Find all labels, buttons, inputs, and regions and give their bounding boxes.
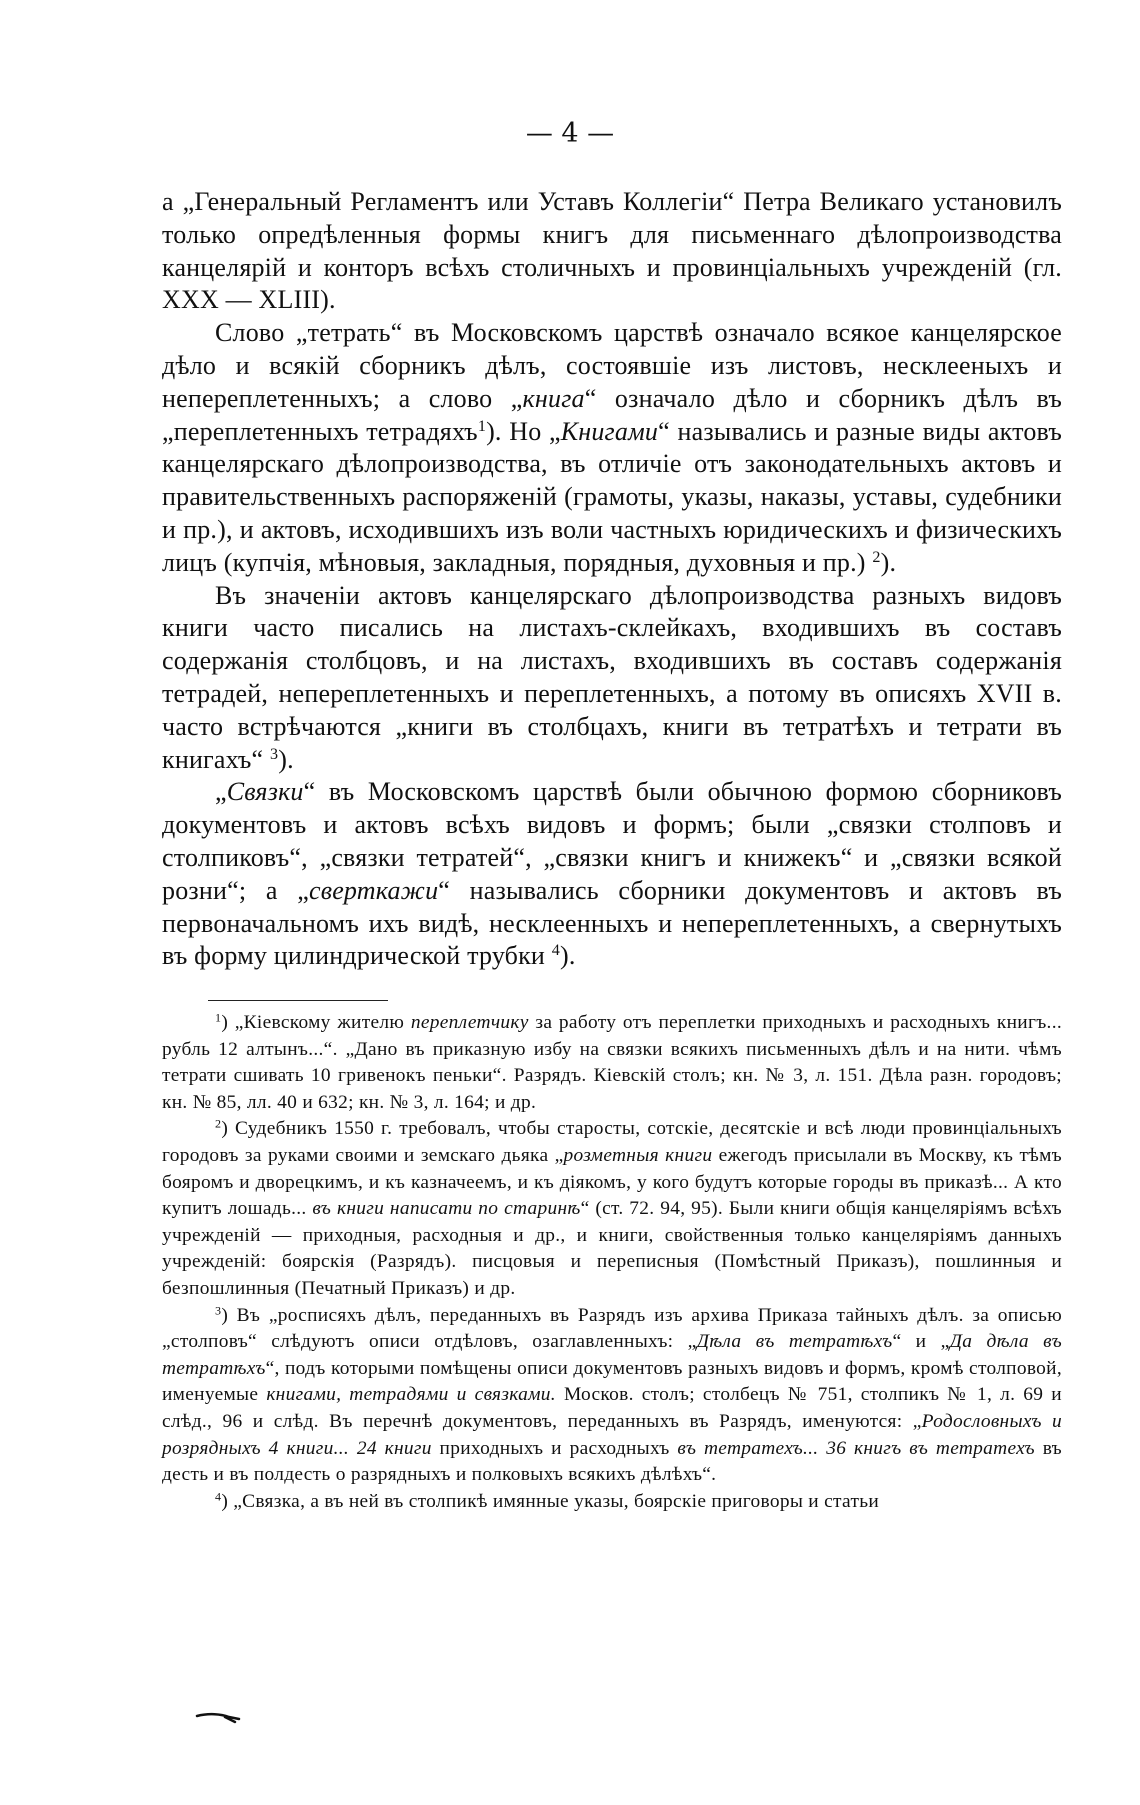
main-text (162, 186, 1062, 973)
page-number: — 4 — (525, 118, 615, 149)
emphasis-kniga: книга (522, 383, 585, 413)
footnote-ref-1: 1 (477, 417, 487, 435)
paragraph-3: Въ значеніи актовъ канцелярскаго дѣлопроизводства разныхъ видовъ книги часто писались на листахъ-склейкахъ, входившихъ въ составъ содержанія столбцовъ, и на листахъ, входившихъ въ составъ содержанія тетрадей, непереплетенныхъ и переплетенныхъ, а потому въ описяхъ XVII в. часто встрѣчаются „книги въ столбцахъ, книги въ тетратѣхъ и тетрати въ книгахъ“ $^3$). (162, 580, 1062, 774)
footnotes (162, 1010, 1062, 1515)
footnote-3: $^3$) Въ „росписяхъ дѣлъ, переданныхъ въ Разрядъ изъ архива Приказа тайныхъ дѣлъ. за описью „столповъ“ слѣдуютъ описи отдѣловъ, озаглавленныхъ: „Дѣла въ тетратѣхъ“ и „Да дѣла въ тетратѣхъ“, подъ которыми помѣщены описи документовъ разныхъ видовъ и формъ, кромѣ столповой, именуемые книгами, тетрадями и связками. Москов. столъ; столбецъ № 751, столпикъ № 1, л. 69 и слѣд., 96 и слѣд. Въ перечнѣ документовъ, переданныхъ въ Разрядъ, именуются: „Родословныхъ и розрядныхъ 4 книги... 24 книги приходныхъ и расходныхъ въ тетратехъ... 36 книгъ въ тетратехъ въ десть и въ полдесть о разрядныхъ и полковыхъ всякихъ дѣлѣхъ“. (162, 1302, 1063, 1486)
footnote-4: $^4$) „Связка, а въ ней въ столпикѣ имянные указы, боярскіе приговоры и статьи (215, 1489, 880, 1512)
emphasis-svyazki: Связки (226, 777, 304, 807)
footnote-ref-2: 2 (872, 548, 881, 566)
footnote-ref-4: 4 (551, 942, 561, 960)
emphasis-knigami: Книгами (560, 416, 659, 446)
paragraph-1: а „Генеральный Регламентъ или Уставъ Коллегіи“ Петра Великаго установилъ только опредѣленныя формы книгъ для письменнаго дѣлопроизводства канцелярій и конторъ всѣхъ столичныхъ и провинціальныхъ учрежденій (гл. XXX — XLIII). (162, 187, 1062, 315)
footnote-divider (208, 1000, 388, 1001)
ink-mark-icon (195, 1710, 255, 1730)
paragraph-2: Слово „тетрать“ въ Московскомъ царствѣ означало всякое канцелярское дѣло и всякій сборникъ дѣлъ, состоявшіе изъ листовъ, несклееныхъ и непереплетенныхъ; а слово „книга“ означало дѣло и сборникъ дѣлъ въ „переплетенныхъ тетрадяхъ$^1$). Но „Книгами“ назывались и разные виды актовъ канцелярскаго дѣлопроизводства, въ отличіе отъ законодательныхъ актовъ и правительственныхъ распоряженій (грамоты, указы, наказы, уставы, судебники и пр.), и актовъ, исходившихъ изъ воли частныхъ юридическихъ и физическихъ лицъ (купчія, мѣновыя, закладныя, порядныя, духовныя и пр.) $^2$). (162, 318, 1062, 577)
emphasis-svertkami: сверткажи (308, 875, 439, 905)
footnote-ref-3: 3 (269, 745, 279, 763)
footnote-1: $^1$) „Кіевскому жителю переплетчику за работу отъ переплетки приходныхъ и расходныхъ книгъ... рубль 12 алтынъ...“. „Дано въ приказную избу на связки всякихъ письменныхъ дѣлъ и на нити. чѣмъ тетрати сшивать 10 гривенокъ пеньки“. Разрядъ. Кіевскій столъ; кн. № 3, л. 151. Дѣла разн. городовъ; кн. № 85, лл. 40 и 632; кн. № 3, л. 164; и др. (162, 1010, 1062, 1113)
footnote-2: $^2$) Судебникъ 1550 г. требовалъ, чтобы старосты, сотскіе, десятскіе и всѣ люди провинціальныхъ городовъ за руками своими и земскаго дьяка „розметныя книги ежегодъ присылали въ Москву, къ тѣмъ бояромъ и дворецкимъ, и къ казначеемъ, и къ діякомъ, у кого будутъ которые городы въ приказѣ... А кто купитъ лошадь... въ книги написати по старинѣ“ (ст. 72. 94, 95). Были книги общія канцеляріямъ всѣхъ учрежденій — приходныя, расходныя и др., и книги, свойственныя только канцеляріямъ данныхъ учрежденій: боярскія (Разрядъ). писцовыя и переписныя (Помѣстный Приказъ), пошлинныя и безпошлинныя (Печатный Приказъ) и др. (162, 1116, 1062, 1299)
paragraph-4: „Связки“ въ Московскомъ царствѣ были обычною формою сборниковъ документовъ и актовъ всѣхъ видовъ и формъ; были „связки столповъ и столпиковъ“, „связки тетратей“, „связки книгъ и книжекъ“ и „связки всякой розни“; а „сверткажи“ назывались сборники документовъ и актовъ въ первоначальномъ ихъ видѣ, несклеенныхъ и непереплетенныхъ, а свернутыхъ въ форму цилиндрической трубки $^4$). (162, 777, 1062, 971)
